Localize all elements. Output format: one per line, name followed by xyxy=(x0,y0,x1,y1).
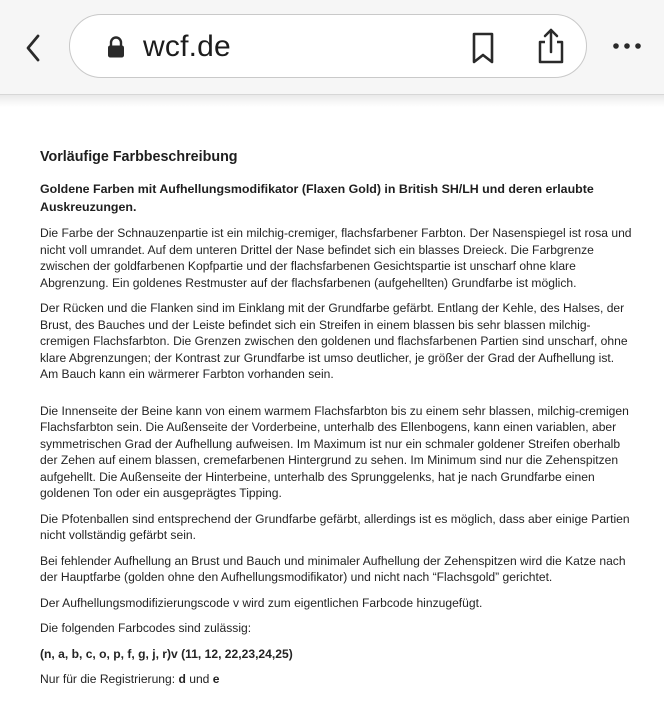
paragraph-modifier-code: Der Aufhellungsmodifizierungscode v wird zum eigentlichen Farbcode hinzugefügt. xyxy=(40,595,483,610)
color-codes: (n, a, b, c, o, p, f, g, j, r)v (11, 12, 22,23,24,25) xyxy=(40,646,293,661)
paragraph-belly: Am Bauch kann ein wärmerer Farbton vorhanden sein. xyxy=(40,367,334,381)
more-horizontal-icon xyxy=(612,42,642,50)
paragraph-paw-pads: Die Pfotenballen sind entsprechend der Grundfarbe gefärbt, allerdings ist es möglich, dass aber einige Partien nicht vollständig gefärbt sein. xyxy=(40,511,630,542)
registration-prefix: Nur für die Registrierung: xyxy=(40,672,179,686)
bookmark-icon[interactable] xyxy=(468,31,498,65)
registration-code-d: d xyxy=(178,672,186,686)
lock-icon xyxy=(106,36,126,58)
registration-code-e: e xyxy=(212,672,220,686)
paragraph-allowed-codes: Die folgenden Farbcodes sind zulässig: xyxy=(40,621,252,635)
paragraph-muzzle: Die Farbe der Schnauzenpartie ist ein milchig-cremiger, flachsfarbener Farbton. Der Nasenspiegel ist rosa und nicht voll umrandet. Auf dem unteren Drittel der Nase befindet sich ein blasses Dreieck. Die Farbgrenze zwischen der goldfarbenen Kopfpartie und der flachsfarbenen Gesichtspartie ist unscharf ohne klare Abgrenzung. Ein goldenes Restmuster auf der flachsfarbenen (aufgehellten) Grundfarbe ist möglich. xyxy=(40,226,632,290)
more-button[interactable] xyxy=(610,36,644,56)
registration-und: und xyxy=(185,672,213,686)
chevron-left-icon xyxy=(25,34,41,62)
article-subtitle: Goldene Farben mit Aufhellungsmodifikator (Flaxen Gold) in British SH/LH und deren erlaubte Auskreuzungen. xyxy=(40,182,594,214)
share-icon[interactable] xyxy=(536,27,566,65)
paragraph-classification: Bei fehlender Aufhellung an Brust und Bauch und minimaler Aufhellung der Zehenspitzen wird die Katze nach der Hauptfarbe (golden ohne den Aufhellungsmodifikator) und nicht nach “Flachsgold” gerichtet. xyxy=(40,553,626,584)
article-content xyxy=(40,148,640,697)
paragraph-back-flanks: Der Rücken und die Flanken sind im Einklang mit der Grundfarbe gefärbt. Entlang der Kehle, des Halses, der Brust, des Bauches und der Leiste befindet sich ein Streifen in einem blassen bis sehr blassen milchig-cremigen Flachsfarbton. Die Grenzen zwischen den goldenen und flachsfarbenen Partien sind unscharf, ohne klare Abgrenzungen; der Kontrast zur Grundfarbe ist umso deutlicher, je größer der Grad der Aufhellung ist. xyxy=(40,301,628,365)
address-bar[interactable] xyxy=(69,14,587,78)
back-button[interactable] xyxy=(18,28,48,68)
toolbar-divider xyxy=(0,94,664,107)
paragraph-legs: Die Innenseite der Beine kann von einem warmem Flachsfarbton bis zu einem sehr blassen, milchig-cremigen Flachsfarbton sein. Die Außenseite der Vorderbeine, unterhalb des Ellenbogens, kann einen variablen, aber symmetrischen Grad der Aufhellung aufweisen. Im Maximum ist nur ein schmaler goldener Streifen oberhalb der Zehen auf einem blassen, cremefarbenen Hintergrund zu sehen. Im Minimum sind nur die Zehenspitzen aufgehellt. Die Außenseite der Hinterbeine, unterhalb des Sprunggelenks, hat je nach Grundfarbe einen goldenen Ton oder ein ausgeprägtes Tipping. xyxy=(40,403,629,500)
url-text: wcf.de xyxy=(143,30,231,63)
article-title: Vorläufige Farbbeschreibung xyxy=(40,149,238,165)
browser-toolbar xyxy=(0,0,664,94)
paragraph-registration xyxy=(40,671,640,688)
